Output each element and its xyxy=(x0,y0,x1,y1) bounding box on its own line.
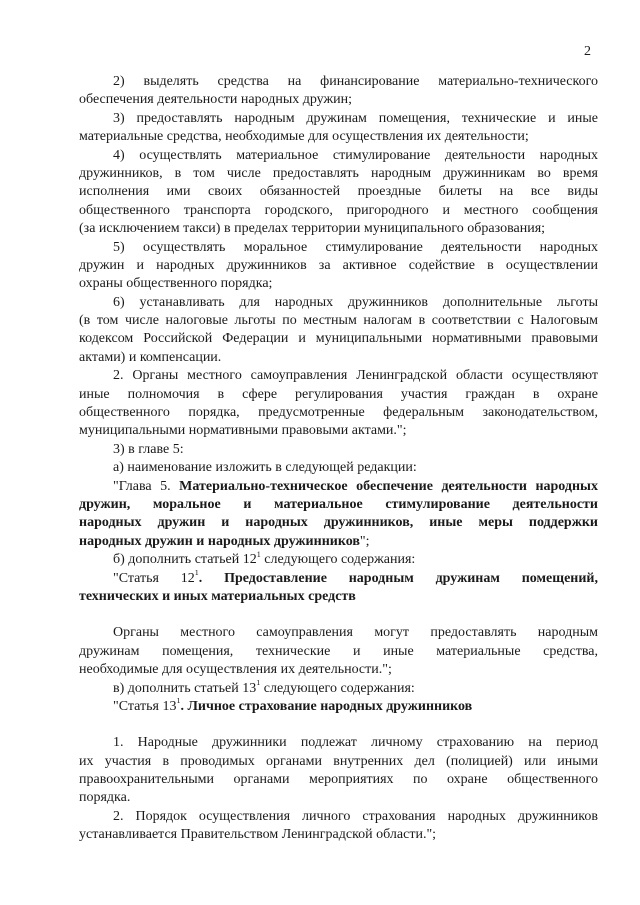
text-line: материальные средства, необходимые для осуществления их деятельности; xyxy=(79,129,529,145)
chapter-heading-line: Материально-техническое обеспечение деятельности народных xyxy=(179,478,598,494)
item-3v-after: следующего содержания: xyxy=(260,680,415,696)
chapter-heading-line: народных дружин и народных дружинников, иные меры поддержки xyxy=(79,515,598,531)
chapter-heading-line: народных дружин и народных дружинников xyxy=(79,533,360,549)
article-title-line: Предоставление народным дружинам помещений, xyxy=(224,570,598,586)
text-line: муниципальными нормативными правовыми актами."; xyxy=(79,423,407,439)
text-line: необходимые для осуществления их деятельности."; xyxy=(79,662,392,678)
item-3v-before: в) дополнить статьей 13 xyxy=(113,680,257,696)
page-number: 2 xyxy=(584,44,591,59)
text-line: порядка. xyxy=(79,790,131,806)
item-3-text: 3) в главе 5: xyxy=(113,441,184,457)
text-line: охраны общественного порядка; xyxy=(79,276,273,292)
text-line: дружинам помещения, технические и иные материальные средства, xyxy=(79,643,598,659)
superscript: 1 xyxy=(176,697,181,706)
text-line: 4) осуществлять материальное стимулирование деятельности народных xyxy=(113,147,598,163)
chapter-5-heading xyxy=(79,478,598,552)
item-3a-text: а) наименование изложить в следующей редакции: xyxy=(113,460,417,476)
text-line: кодексом Российской Федерации и муниципальными нормативными правовыми xyxy=(79,331,598,347)
text-line: их участия в проводимых органами внутренних дел (полицией) или иными xyxy=(79,753,598,769)
article-title: Личное страхование народных дружинников xyxy=(187,698,473,714)
document-body xyxy=(79,73,598,845)
article-dot: . xyxy=(198,570,225,586)
text-line: 5) осуществлять моральное стимулирование деятельности народных xyxy=(113,239,598,255)
text-line: обеспечения деятельности народных дружин; xyxy=(79,92,353,108)
text-line: дружин и народных дружинников за активное содействие в осуществлении xyxy=(79,257,598,273)
text-line: 2. Порядок осуществления личного страхования народных дружинников xyxy=(113,808,598,824)
chapter-heading-line: дружин, моральное и материальное стимулирование деятельности xyxy=(79,496,598,512)
item-3b-before: б) дополнить статьей 12 xyxy=(113,552,257,568)
text-line: общественного порядка, предусмотренные федеральным законодательством, xyxy=(79,405,598,421)
chapter-heading-suffix: "; xyxy=(359,533,370,549)
item-3b-text xyxy=(79,551,598,569)
text-line: Органы местного самоуправления могут предоставлять народным xyxy=(113,625,598,641)
article-12-1-body xyxy=(79,624,598,679)
paragraph-point-2 xyxy=(79,367,598,441)
text-line: 2) выделять средства на финансирование материально-технического xyxy=(113,74,598,89)
text-line: 3) предоставлять народным дружинам помещения, технические и иные xyxy=(113,110,598,126)
paragraph-item-4 xyxy=(79,147,598,239)
text-line: исполнения ими своих обязанностей проездные билеты на все виды xyxy=(79,184,598,200)
paragraph-item-3 xyxy=(79,110,598,147)
text-line: правоохранительными органами мероприятиях по охране общественного xyxy=(79,772,598,788)
article-title-line: технических и иных материальных средств xyxy=(79,588,356,604)
paragraph-item-6 xyxy=(79,294,598,368)
article-12-1-heading xyxy=(79,570,598,607)
text-line: (в том числе налоговые льготы по местным налогам в соответствии с Налоговым xyxy=(79,313,598,329)
text-line: (за исключением такси) в пределах территории муниципального образования; xyxy=(79,221,546,237)
article-13-1-point-2 xyxy=(79,808,598,845)
article-13-1-point-1 xyxy=(79,734,598,808)
item-3v-text xyxy=(79,680,598,698)
text-line: общественного транспорта городского, пригородного и местного сообщения xyxy=(79,202,598,218)
text-line: 6) устанавливать для народных дружинников дополнительные льготы xyxy=(113,294,598,310)
superscript: 1 xyxy=(194,569,199,577)
paragraph-item-2 xyxy=(79,73,598,110)
chapter-heading-prefix: "Глава 5. xyxy=(113,478,180,494)
text-line: устанавливается Правительством Ленинградской области."; xyxy=(79,827,437,843)
text-line: 2. Органы местного самоуправления Ленинградской области осуществляют xyxy=(113,368,598,384)
paragraph-item-5 xyxy=(79,239,598,294)
item-3b-after: следующего содержания: xyxy=(260,552,416,568)
superscript: 1 xyxy=(256,679,261,687)
superscript: 1 xyxy=(256,551,261,559)
article-dot: . xyxy=(180,698,188,714)
text-line: дружинников, в том числе предоставлять народным дружинникам во время xyxy=(79,165,598,181)
article-prefix: "Статья 13 xyxy=(113,698,177,714)
article-prefix: "Статья 12 xyxy=(113,570,195,586)
article-13-1-heading xyxy=(79,698,598,716)
text-line: 1. Народные дружинники подлежат личному страхованию на период xyxy=(113,735,598,751)
text-line: актами) и компенсации. xyxy=(79,349,222,365)
text-line: иные полномочия в сфере регулирования участия граждан в охране xyxy=(79,386,598,402)
